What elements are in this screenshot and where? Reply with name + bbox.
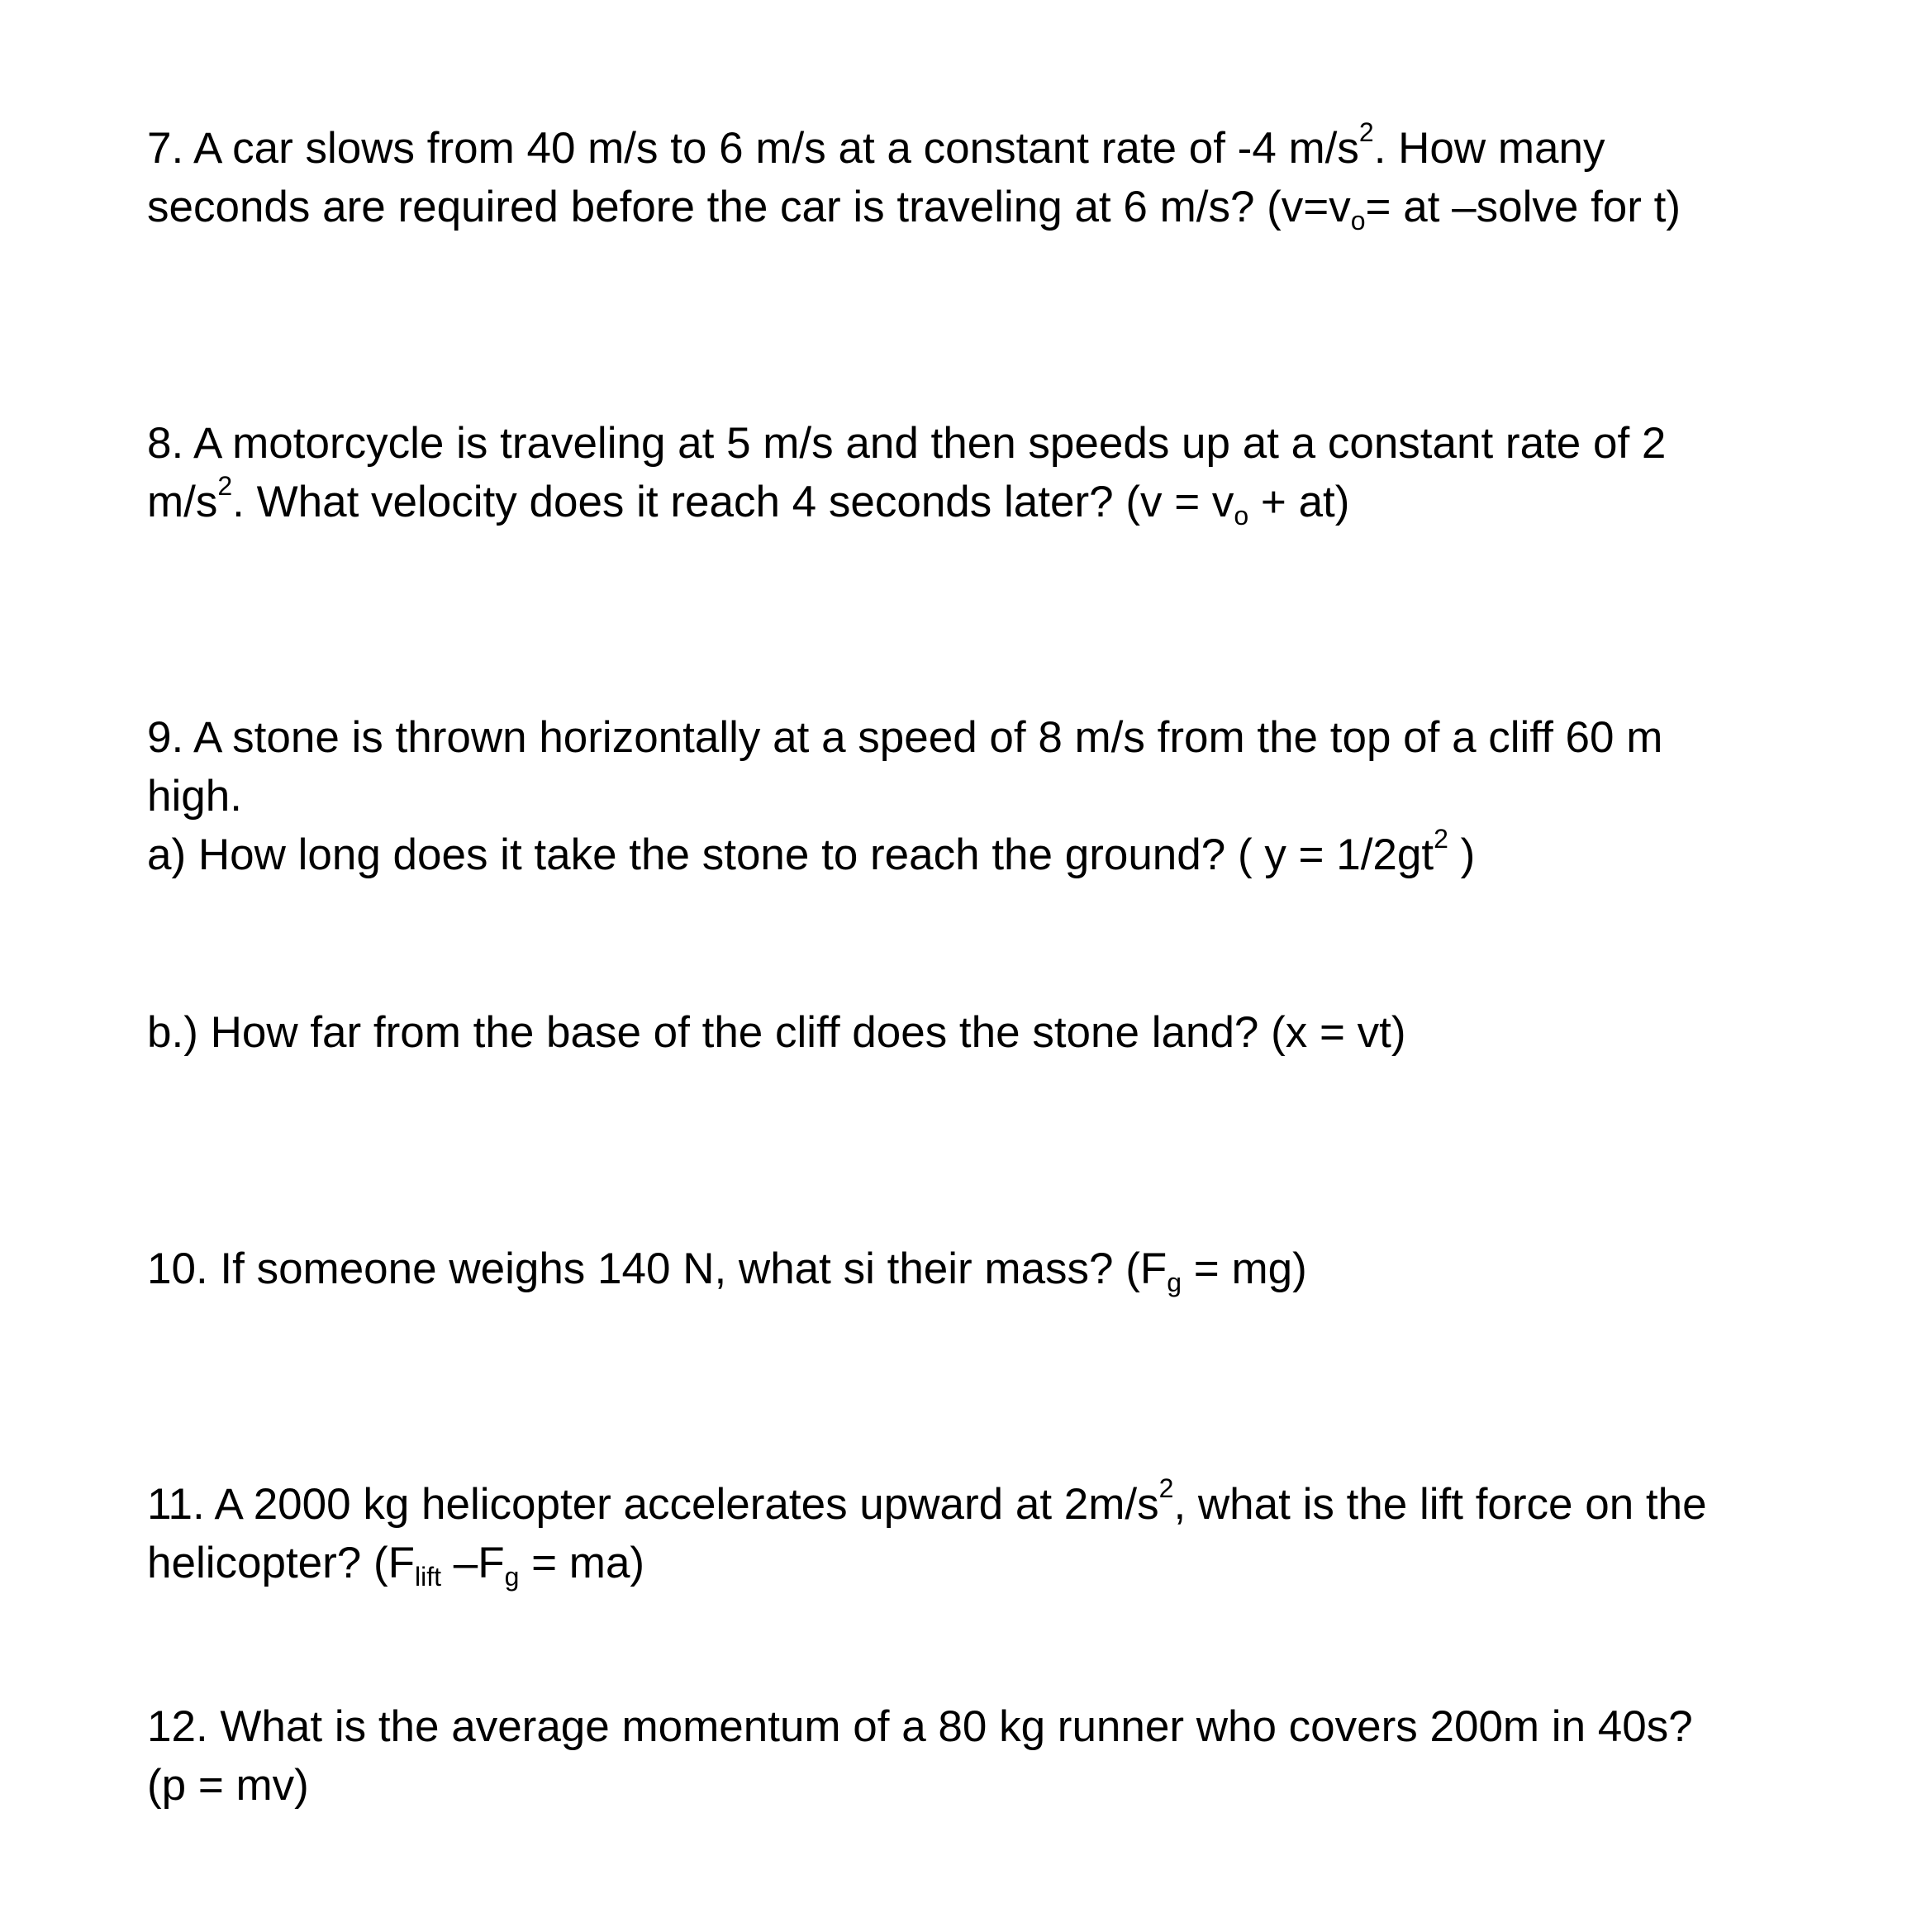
q7-text: 7. A car slows from 40 m/s to 6 m/s at a constant rate of -4 m/s: [147, 124, 1359, 173]
q8-text: 8. A motorcycle is traveling at 5 m/s and then speeds up at a constant rate of 2: [147, 419, 1667, 468]
question-8-line-1: [147, 415, 1666, 473]
q7-text-2: seconds are required before the car is traveling at 6 m/s? (v=v: [147, 183, 1351, 231]
question-12-line-1: [147, 1698, 1693, 1756]
q11-subscript-g: g: [504, 1562, 520, 1592]
q10-formula-end: = mg): [1182, 1244, 1307, 1293]
q7-formula-end: = at –solve for t): [1365, 183, 1681, 231]
q8-superscript: 2: [217, 471, 233, 501]
q9a-superscript: 2: [1434, 824, 1448, 854]
question-11-line-1: [147, 1473, 1707, 1534]
q8-subscript: o: [1234, 501, 1249, 531]
q9a-formula-end: ): [1448, 830, 1476, 879]
q11-text-2: helicopter? (F: [147, 1539, 416, 1587]
question-8-line-2: [147, 473, 1349, 531]
q11-formula-mid: –F: [441, 1539, 505, 1587]
q12-text: 12. What is the average momentum of a 80 kg runner who covers 200m in 40s?: [147, 1702, 1693, 1751]
q11-formula-end: = ma): [519, 1539, 645, 1587]
q9-text-2: high.: [147, 772, 242, 821]
q8-formula-end: + at): [1248, 478, 1350, 526]
q9b-text: b.) How far from the base of the cliff does the stone land? (x = vt): [147, 1008, 1406, 1057]
q7-text-end: . How many: [1373, 124, 1605, 173]
q9a-text: a) How long does it take the stone to reach the ground? ( y = 1/2gt: [147, 830, 1434, 879]
question-10: [147, 1240, 1307, 1298]
q7-superscript: 2: [1358, 117, 1374, 147]
q11-subscript-lift: lift: [415, 1562, 442, 1592]
q11-text-end: , what is the lift force on the: [1173, 1480, 1707, 1529]
q8-unit: m/s: [147, 478, 218, 526]
q11-text: 11. A 2000 kg helicopter accelerates upward at 2m/s: [147, 1480, 1159, 1529]
q10-text: 10. If someone weighs 140 N, what si their mass? (F: [147, 1244, 1168, 1293]
question-9b: [147, 1004, 1406, 1062]
q9-text: 9. A stone is thrown horizontally at a speed of 8 m/s from the top of a cliff 60 m: [147, 713, 1663, 762]
q11-superscript: 2: [1158, 1473, 1174, 1503]
question-12-line-2: [147, 1757, 309, 1815]
question-7-line-2: [147, 178, 1681, 236]
q12-formula: (p = mv): [147, 1761, 309, 1810]
q10-subscript: g: [1167, 1268, 1182, 1297]
q7-subscript: o: [1350, 206, 1366, 236]
question-9-line-2: [147, 768, 242, 826]
question-9a: [147, 826, 1475, 884]
question-9-line-1: [147, 709, 1662, 767]
q8-text-2: . What velocity does it reach 4 seconds later? (v = v: [232, 478, 1234, 526]
question-7-line-1: [147, 117, 1605, 178]
question-11-line-2: [147, 1535, 644, 1592]
